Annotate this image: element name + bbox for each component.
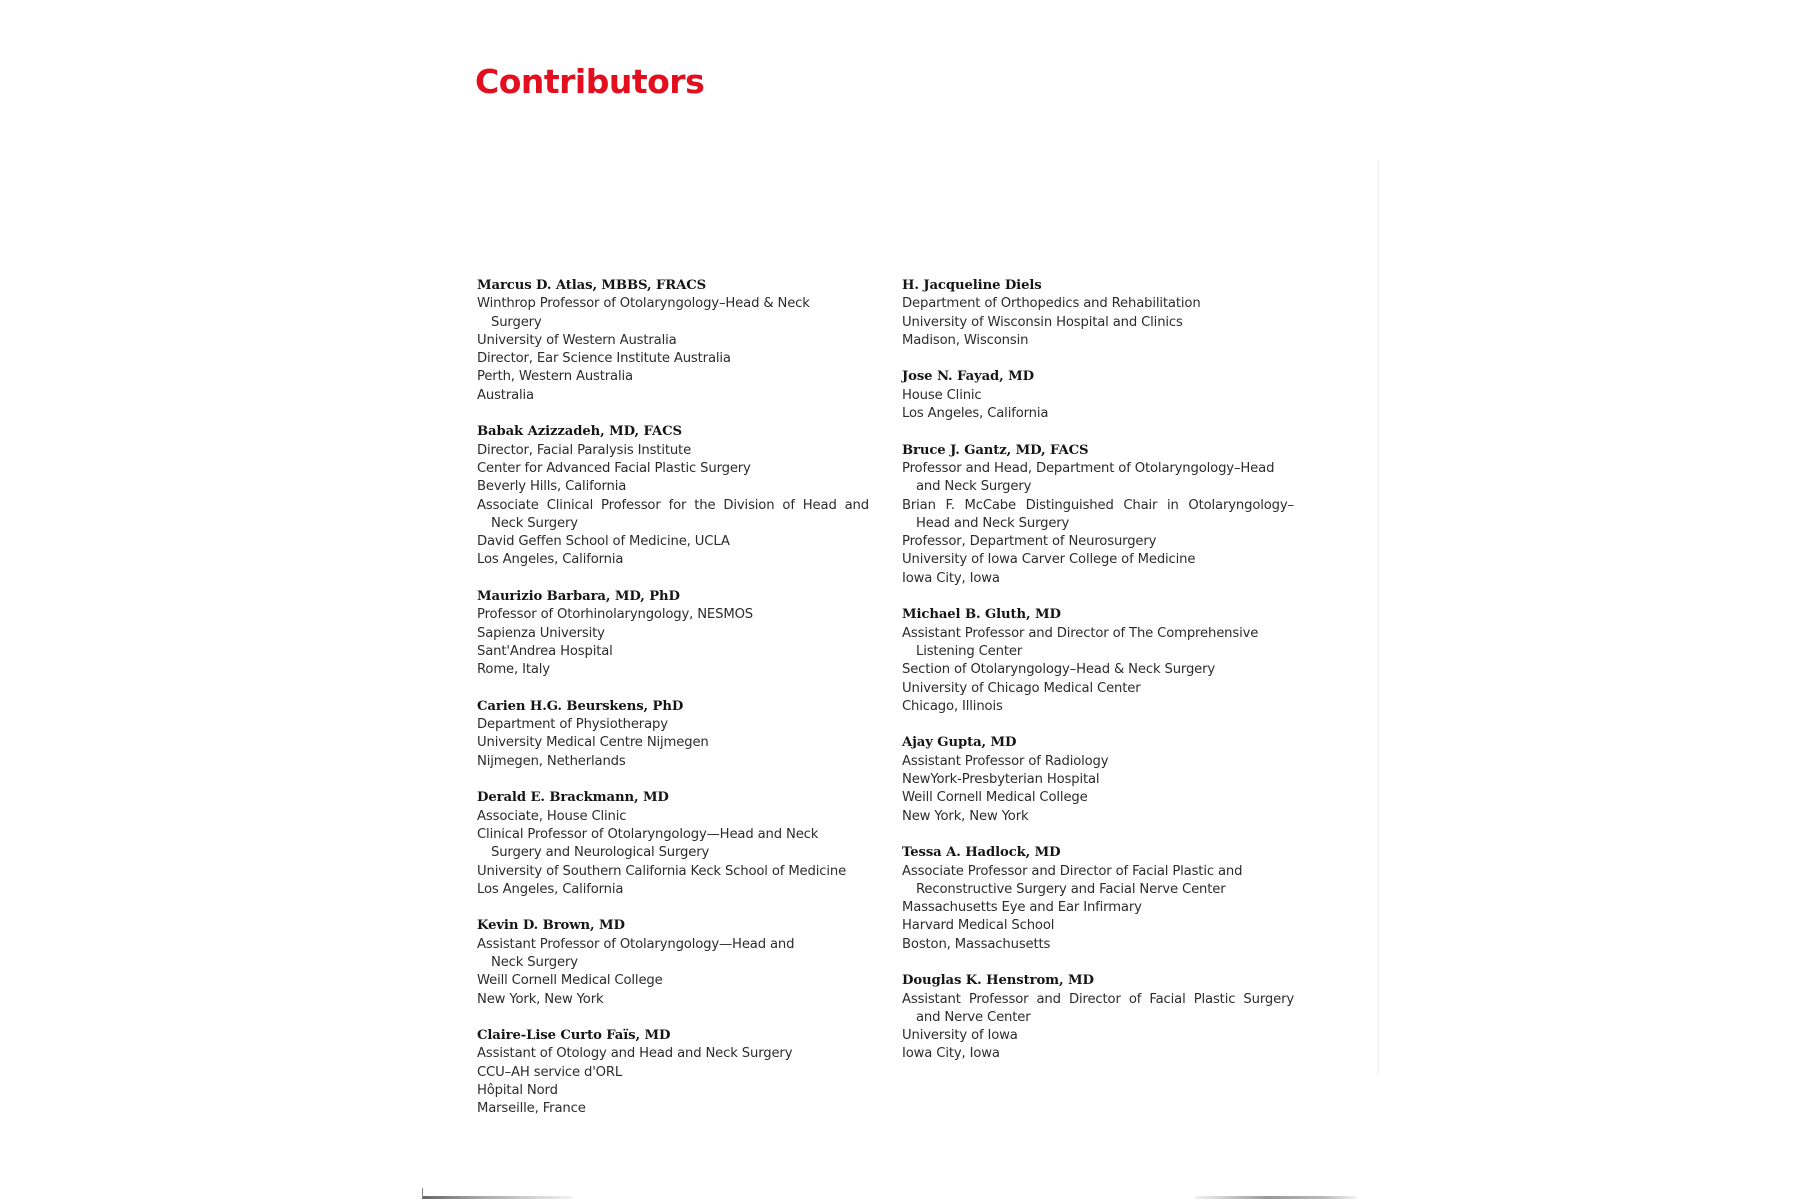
contributor-entry (902, 277, 1294, 350)
page-title: Contributors (475, 62, 705, 101)
contributor-affiliation-line: Rome, Italy (477, 662, 550, 678)
contributor-name: Ajay Gupta, MD (902, 735, 1017, 751)
contributor-affiliation-line: Sant'Andrea Hospital (477, 643, 613, 659)
contributor-affiliation-line: CCU–AH service d'ORL (477, 1064, 623, 1080)
contributor-affiliation-line: Director, Facial Paralysis Institute (477, 442, 692, 458)
contributor-affiliation-line: Nijmegen, Netherlands (477, 753, 626, 769)
contributor-affiliation-line: Clinical Professor of Otolaryngology—Head and Neck (477, 826, 819, 842)
contributor-affiliation-line: Los Angeles, California (902, 406, 1049, 422)
contributor-entry (902, 972, 1294, 1063)
contributor-name: Babak Azizzadeh, MD, FACS (477, 424, 682, 440)
contributor-affiliation-line: Chicago, Illinois (902, 698, 1003, 714)
contributor-name: Bruce J. Gantz, MD, FACS (902, 442, 1089, 458)
contributor-affiliation-line: Neck Surgery (491, 515, 578, 531)
contributor-affiliation-line: New York, New York (902, 808, 1029, 824)
scan-mark-left (422, 1196, 572, 1199)
contributor-entry (902, 734, 1294, 825)
contributor-affiliation-line: Marseille, France (477, 1101, 586, 1117)
contributor-affiliation-line: Assistant Professor and Director of The Comprehensive (902, 625, 1259, 641)
contributor-affiliation-line: Center for Advanced Facial Plastic Surgery (477, 460, 751, 476)
contributor-affiliation-line: Weill Cornell Medical College (477, 973, 663, 989)
contributor-affiliation-line: Winthrop Professor of Otolaryngology–Head & Neck (477, 296, 810, 312)
contributor-entry (902, 368, 1294, 423)
contributor-affiliation-line: Massachusetts Eye and Ear Infirmary (902, 900, 1142, 916)
contributor-affiliation-line: Head and Neck Surgery (916, 515, 1070, 531)
contributor-affiliation-line: Associate Clinical Professor for the Division of Head and (477, 497, 869, 513)
contributor-name: Michael B. Gluth, MD (902, 607, 1061, 623)
contributor-entry (477, 917, 869, 1008)
contributor-name: Kevin D. Brown, MD (477, 918, 625, 934)
contributor-affiliation-line: University of Southern California Keck School of Medicine (477, 863, 847, 879)
contributor-affiliation-line: University of Western Australia (477, 332, 677, 348)
contributor-affiliation-line: NewYork-Presbyterian Hospital (902, 772, 1100, 788)
contributor-affiliation-line: Assistant of Otology and Head and Neck Surgery (477, 1046, 793, 1062)
contributor-entry (902, 606, 1294, 716)
contributor-entry (477, 789, 869, 899)
contributor-name: Jose N. Fayad, MD (902, 369, 1034, 385)
contributor-affiliation-line: Neck Surgery (491, 954, 578, 970)
contributor-affiliation-line: Boston, Massachusetts (902, 936, 1051, 952)
contributor-name: Douglas K. Henstrom, MD (902, 973, 1094, 989)
contributor-affiliation-line: Madison, Wisconsin (902, 332, 1029, 348)
contributor-entry (902, 442, 1294, 588)
contributor-name: Maurizio Barbara, MD, PhD (477, 589, 680, 605)
contributor-affiliation-line: Beverly Hills, California (477, 479, 627, 495)
contributor-affiliation-line: Surgery and Neurological Surgery (491, 845, 710, 861)
contributors-left-column (477, 277, 869, 1137)
page-edge-rule (1378, 160, 1379, 1075)
contributor-entry (477, 588, 869, 679)
contributor-affiliation-line: Department of Physiotherapy (477, 717, 668, 733)
contributor-affiliation-line: Iowa City, Iowa (902, 570, 1000, 586)
contributor-entry (477, 1027, 869, 1118)
contributor-affiliation-line: Sapienza University (477, 625, 605, 641)
contributor-affiliation-line: Assistant Professor of Radiology (902, 753, 1109, 769)
contributor-affiliation-line: Australia (477, 387, 534, 403)
contributor-affiliation-line: Professor of Otorhinolaryngology, NESMOS (477, 607, 754, 623)
contributor-affiliation-line: and Neck Surgery (916, 479, 1032, 495)
contributor-affiliation-line: Professor, Department of Neurosurgery (902, 534, 1157, 550)
contributor-entry (477, 423, 869, 569)
contributor-affiliation-line: University of Iowa Carver College of Medicine (902, 552, 1196, 568)
contributor-affiliation-line: Listening Center (916, 643, 1023, 659)
contributor-affiliation-line: Reconstructive Surgery and Facial Nerve Center (916, 881, 1226, 897)
contributor-entry (902, 844, 1294, 954)
contributor-affiliation-line: Harvard Medical School (902, 918, 1055, 934)
contributor-affiliation-line: Professor and Head, Department of Otolaryngology–Head (902, 460, 1275, 476)
contributor-affiliation-line: Assistant Professor of Otolaryngology—Head and (477, 936, 795, 952)
contributor-affiliation-line: Los Angeles, California (477, 881, 624, 897)
contributor-affiliation-line: Section of Otolaryngology–Head & Neck Surgery (902, 662, 1216, 678)
contributor-entry (477, 698, 869, 771)
contributor-name: Carien H.G. Beurskens, PhD (477, 698, 684, 714)
contributor-affiliation-line: David Geffen School of Medicine, UCLA (477, 534, 730, 550)
contributor-affiliation-line: Surgery (491, 314, 542, 330)
contributor-name: H. Jacqueline Diels (902, 278, 1042, 293)
contributor-affiliation-line: Director, Ear Science Institute Australia (477, 351, 731, 367)
contributors-right-column (902, 277, 1294, 1082)
scan-mark-right (1195, 1196, 1357, 1199)
contributor-name: Marcus D. Atlas, MBBS, FRACS (477, 278, 707, 293)
contributor-affiliation-line: New York, New York (477, 991, 604, 1007)
contributor-affiliation-line: Assistant Professor and Director of Facial Plastic Surgery (902, 991, 1294, 1007)
contributor-affiliation-line: and Nerve Center (916, 1009, 1031, 1025)
contributor-affiliation-line: Brian F. McCabe Distinguished Chair in Otolaryngology– (902, 497, 1294, 513)
contributor-affiliation-line: University Medical Centre Nijmegen (477, 735, 709, 751)
contributor-affiliation-line: Associate, House Clinic (477, 808, 627, 824)
contributor-name: Claire-Lise Curto Faïs, MD (477, 1028, 671, 1044)
contributor-affiliation-line: Perth, Western Australia (477, 369, 633, 385)
contributor-affiliation-line: Iowa City, Iowa (902, 1046, 1000, 1062)
contributor-entry (477, 277, 869, 405)
contributor-name: Derald E. Brackmann, MD (477, 790, 669, 806)
contributor-affiliation-line: Weill Cornell Medical College (902, 790, 1088, 806)
contributor-affiliation-line: Associate Professor and Director of Facial Plastic and (902, 863, 1243, 879)
contributor-affiliation-line: House Clinic (902, 387, 982, 403)
contributor-affiliation-line: University of Wisconsin Hospital and Clinics (902, 314, 1183, 330)
contributor-affiliation-line: Los Angeles, California (477, 552, 624, 568)
contributor-affiliation-line: University of Chicago Medical Center (902, 680, 1141, 696)
contributor-name: Tessa A. Hadlock, MD (902, 845, 1061, 861)
contributor-affiliation-line: University of Iowa (902, 1028, 1018, 1044)
contributor-affiliation-line: Department of Orthopedics and Rehabilitation (902, 296, 1201, 312)
contributor-affiliation-line: Hôpital Nord (477, 1083, 558, 1099)
scan-mark-tick (422, 1188, 423, 1198)
